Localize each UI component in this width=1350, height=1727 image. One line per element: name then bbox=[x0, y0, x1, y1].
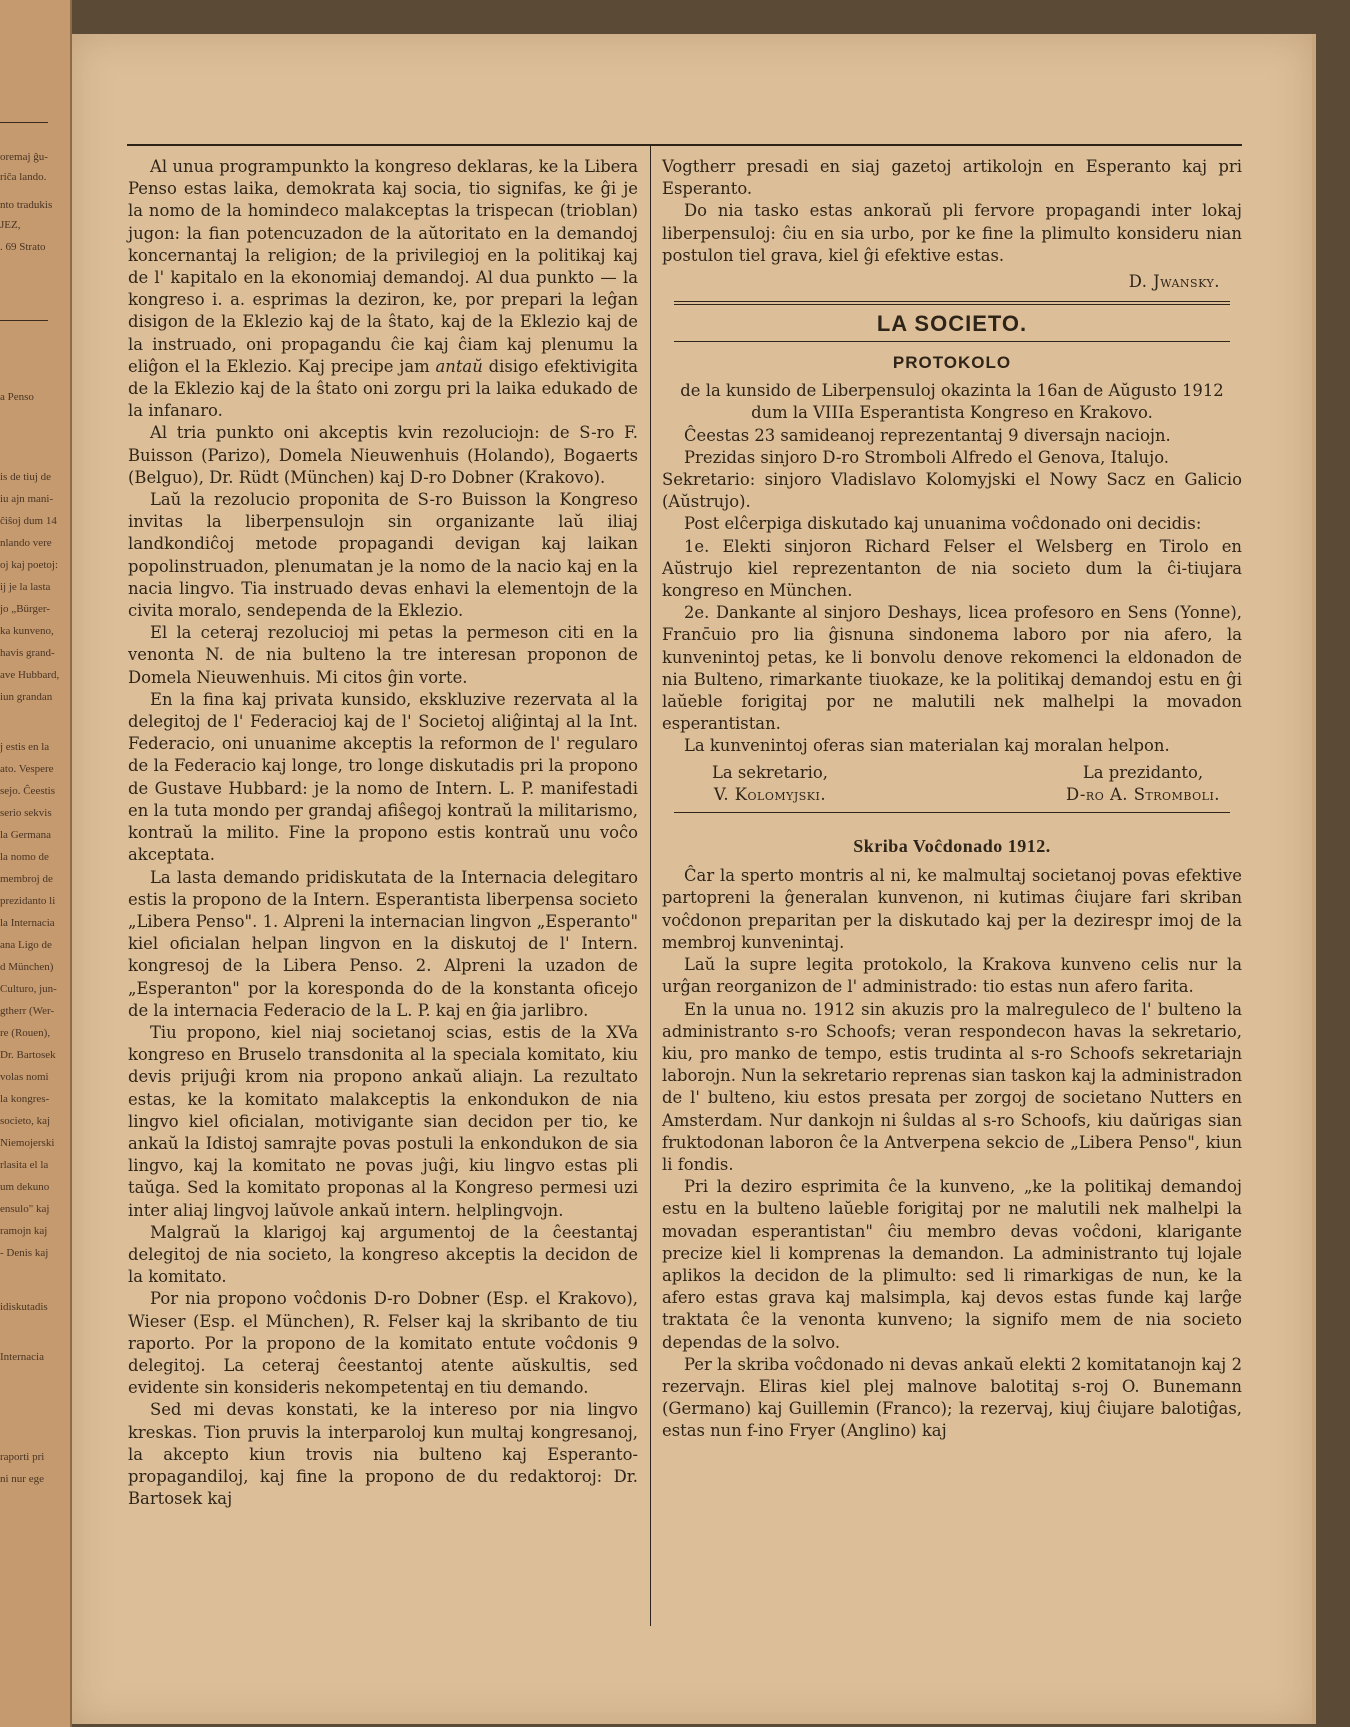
prev-page-line: ka kunveno, bbox=[0, 625, 54, 637]
section-rule bbox=[674, 301, 1230, 305]
paragraph: En la fina kaj privata kunsido, ekskluzive rezervata al la delegitoj de l' Federacioj kaj de l' Societoj aliĝintaj al la Int. Federacio, oni unuanime akceptis la reformon de l' regularo de la Federacio kaj longe, tro longe diskutadis pri la propono de Gustave Hubbard: je la nomo de Intern. L. P. manifestadi en la tuta mondo per grandaj afiŝegoj kontraŭ la militarismo, kontraŭ la milito. Fine la propono estis kontraŭ unu voĉo akceptata. bbox=[128, 689, 638, 865]
prev-page-line: jo „Bürger- bbox=[0, 603, 50, 615]
prev-page-line: ensulo" kaj bbox=[0, 1203, 50, 1215]
section-rule bbox=[674, 812, 1230, 813]
prev-page-line: ato. Vespere bbox=[0, 763, 54, 775]
prev-page-line: serio sekvis bbox=[0, 807, 52, 819]
prev-page-line: a Penso bbox=[0, 391, 34, 403]
prev-page-line: idiskutadis bbox=[0, 1301, 48, 1313]
prev-page-line: j estis en la bbox=[0, 741, 50, 753]
prev-page-line: la Internacia bbox=[0, 917, 55, 929]
prev-page-rule bbox=[0, 320, 48, 321]
paragraph: Ĉar la sperto montris al ni, ke malmultaj societanoj povas efektive partopreni la ĝeneralan kunvenon, ni kutimas ĉiujare fari skriban voĉdonon preparitan per la diskutado kaj per la dezirespr imoj de la membroj kunvenintaj. bbox=[662, 866, 1242, 952]
paragraph: Ĉeestas 23 samideanoj reprezentantaj 9 diversajn naciojn. bbox=[684, 425, 1171, 445]
previous-page-edge bbox=[0, 0, 72, 1727]
prev-page-line: um dekuno bbox=[0, 1181, 50, 1193]
prev-page-line: havis grand- bbox=[0, 647, 55, 659]
prev-page-line: societo, kaj bbox=[0, 1115, 51, 1127]
prev-page-line: - Denis kaj bbox=[0, 1247, 49, 1259]
prev-page-line: re (Rouen), bbox=[0, 1027, 51, 1039]
president-signature: La prezidanto, D-ro A. Stromboli. bbox=[1065, 762, 1220, 804]
prev-page-line: raporti pri bbox=[0, 1451, 45, 1463]
paragraph: El la ceteraj rezolucioj mi petas la permeson citi en la venonta N. de nia bulteno la tre interesan proponon de Domela Nieuwenhuis. Mi citos ĝin vorte. bbox=[128, 623, 638, 687]
prev-page-line: nto tradukis bbox=[0, 199, 53, 211]
prev-page-line: la Germana bbox=[0, 829, 51, 841]
paragraph: Post elĉerpiga diskutado kaj unuanima voĉdonado oni decidis: bbox=[684, 514, 1202, 534]
page bbox=[72, 34, 1312, 1724]
prev-page-line: ij je la lasta bbox=[0, 581, 51, 593]
paragraph: Sed mi devas konstati, ke la intereso por nia lingvo kreskas. Tion pruvis la interparoloj kun multaj kongresanoj, la akcepto kiun trovis nia bulteno kaj Esperanto-propagandiloj, kaj fine la propono de du redaktoroj: Dr. Bartosek kaj bbox=[128, 1400, 638, 1509]
left-column bbox=[128, 156, 638, 1510]
prev-page-line: iun grandan bbox=[0, 691, 53, 703]
italic-word: antaŭ bbox=[435, 356, 483, 376]
prev-page-line: sejo. Ĉeestis bbox=[0, 785, 55, 797]
paragraph: Vogtherr presadi en siaj gazetoj artikolojn en Esperanto kaj pri Esperanto. bbox=[662, 157, 1242, 199]
paragraph: En la unua no. 1912 sin akuzis pro la malreguleco de l' bulteno la administranto s-ro Schoofs; veran respondecon havas la sekretario, kiu, pro manko de tempo, estis trudinta al s-ro Schoofs sekretariajn laborojn. Nun la sekretario reprenas sian taskon kaj la administradon de l' bulteno, kiu estos presata per zorgoj de societano Nutters en Amsterdam. Nur dankojn ni ŝuldas al s-ro Schoofs, kiu daŭrigas sian fruktodonan laboron ĉe la Antverpena sekcio de „Libera Penso", kiun li fondis. bbox=[662, 999, 1242, 1174]
prev-page-line: riĉa lando. bbox=[0, 171, 47, 183]
prev-page-line: ave Hubbard, bbox=[0, 669, 60, 681]
paragraph: Prezidas sinjoro D-ro Stromboli Alfredo el Genova, Italujo. bbox=[684, 447, 1169, 467]
prev-page-line: ĉiŝoj dum 14 bbox=[0, 515, 57, 527]
paragraph: Al tria punkto oni akceptis kvin rezoluciojn: de S-ro F. Buisson (Parizo), Domela Nieuwenhuis (Holando), Bogaerts (Belguo), Dr. Rüdt (München) kaj D-ro Dobner (Krakovo). bbox=[128, 423, 638, 487]
section-title: LA SOCIETO. bbox=[876, 311, 1028, 337]
paragraph: Sekretario: sinjoro Vladislavo Kolomyjski el Nowy Sacz en Galicio (Aŭstrujo). bbox=[662, 470, 1242, 512]
prev-page-line: Culturo, jun- bbox=[0, 983, 57, 995]
prev-page-line: ramojn kaj bbox=[0, 1225, 48, 1237]
prev-page-line: membroj de bbox=[0, 873, 53, 885]
paragraph: Malgraŭ la klarigoj kaj argumentoj de la ĉeestantaj delegitoj de nia societo, la kongreso akceptis la decidon de la komitato. bbox=[128, 1222, 638, 1287]
prev-page-line: la nomo de bbox=[0, 851, 49, 863]
prev-page-line: prezidanto li bbox=[0, 895, 56, 907]
column-divider bbox=[650, 146, 651, 1626]
paragraph: Pri la deziro esprimita ĉe la kunveno, „ke la politikaj demandoj estu en la bulteno laŭeble forigitaj por ne malutili nek malhelpi la movadan esperantistan" ĉiu membro devas voĉdoni, klarigante precize kiel li komprenas la demandon. La administranto tuj lojale aplikos la decidon de la plimulto: sed li rimarkigas de nun, ke la afero estas grava kaj malsimpla, kaj devos estas funde kaj larĝe traktata ĉe la venonta kunveno; la signifo mem de nia societo dependas de la solvo. bbox=[662, 1177, 1242, 1352]
paragraph: Laŭ la supre legita protokolo, la Krakova kunveno celis nur la urĝan reorganizon de l' administrado: tio estas nun afero farita. bbox=[662, 955, 1242, 997]
right-column bbox=[662, 156, 1242, 1443]
prev-page-line: Niemojerski bbox=[0, 1137, 55, 1149]
prev-page-line: d München) bbox=[0, 961, 54, 973]
prev-page-line: JEZ, bbox=[0, 219, 21, 231]
prev-page-line: Internacia bbox=[0, 1351, 44, 1363]
skriba-title: Skriba Voĉdonado 1912. bbox=[853, 836, 1051, 857]
prev-page-line: ni nur ege bbox=[0, 1473, 44, 1485]
paragraph: Por nia propono voĉdonis D-ro Dobner (Esp. el Krakovo), Wieser (Esp. el München), R. Felser kaj la skribanto de tiu raporto. Por la propono de la komitato entute voĉdonis 9 delegitoj. La ceteraj ĉeestantoj atente aŭskultis, sed evidente sin konsideris nekompetentaj en tiu demando. bbox=[128, 1289, 638, 1398]
paragraph: Al unua programpunkto la kongreso deklaras, ke la Libera Penso estas laika, demokrata kaj socia, tio signifas, ke ĝi je la nomo de la homindeco malakceptas la trispecan (trioblan) jugon: la fian potencuzadon de la aŭtoritato en la demandoj koncernantaj la religion; de la privilegioj en la politikaj kaj de l' kapitalo en la ekonomiaj demandoj. Al dua punkto — la kongreso i. a. esprimas la deziron, ke, por prepari la leĝan disigon de la Eklezio kaj de la ŝtato, kaj de la Eklezio kaj de la instruado, oni propagandu ĉie kaj ĉiam kaj plenumu la eliĝon el la Eklezio. Kaj precipe jam antaŭ disigo efektivigita de la Eklezio kaj de la ŝtato oni zorgu pri la laika edukado de la infanaro. bbox=[128, 157, 639, 421]
protokolo-intro: de la kunsido de Liberpensuloj okazinta la 16an de Aŭgusto 1912 dum la VIIIa Esperantista Kongreso en Krakovo. bbox=[680, 381, 1224, 423]
prev-page-line: la kongres- bbox=[0, 1093, 50, 1105]
prev-page-line: Dr. Bartosek bbox=[0, 1049, 56, 1061]
paragraph: 2e. Dankante al sinjoro Deshays, licea profesoro en Sens (Yonne), Franc̄uio pro lia ĝisnuna sindonema laboro por nia afero, la kunvenintoj petas, ke li bonvolu denove rekomenci la eldonadon de nia Bulteno, rimarkante tiuokaze, ke la politikaj demandoj estu en ĝi laŭeble forigitaj por ne malutili nek malhelpi la movadon esperantistan. bbox=[662, 603, 1242, 734]
prev-page-rule bbox=[0, 122, 48, 123]
top-rule bbox=[127, 144, 1242, 146]
prev-page-line: ana Ligo de bbox=[0, 939, 52, 951]
protokolo-title: PROTOKOLO bbox=[892, 353, 1012, 373]
signatures bbox=[662, 762, 1242, 806]
prev-page-line: rlasita el la bbox=[0, 1159, 49, 1171]
article-author: D. Jwansky. bbox=[1128, 272, 1220, 292]
prev-page-line: is de tiuj de bbox=[0, 471, 52, 483]
prev-page-line: . 69 Strato bbox=[0, 241, 46, 253]
paragraph: Per la skriba voĉdonado ni devas ankaŭ elekti 2 komitatanojn kaj 2 rezervajn. Eliras kiel plej malnove balotitaj s-roj O. Bunemann (Germano) kaj Guillemin (Franco); la rezervaj, kiuj ĉiujare balotiĝas, estas nun f-ino Fryer (Anglino) kaj bbox=[662, 1354, 1242, 1441]
prev-page-line: nlando vere bbox=[0, 537, 52, 549]
prev-page-line: oj kaj poetoj: bbox=[0, 559, 59, 571]
prev-page-line: oremaj ĝu- bbox=[0, 151, 48, 163]
paragraph: 1e. Elekti sinjoron Richard Felser el Welsberg en Tirolo en Aŭstrujo kiel reprezentanton de nia societo dum la ĉi-tiujara kongreso en München. bbox=[662, 536, 1242, 601]
paragraph: Laŭ la rezolucio proponita de S-ro Buisson la Kongreso invitas la liberpensulojn sin organizante laŭ iliaj landkondiĉoj metode propagandi devigan kaj laikan popolinstruadon, plenumatan je la nomo de la nacio kaj en la nacia lingvo. Tia instruado devas enhavi la elementojn de la civita moralo, sendependa de la Eklezio. bbox=[128, 490, 638, 621]
secretary-signature: La sekretario, V. Kolomyjski. bbox=[712, 762, 828, 804]
paragraph: Do nia tasko estas ankoraŭ pli fervore propagandi inter lokaj liberpensuloj: ĉiu en sia urbo, por ke fine la plimulto konsideru nian postulon tiel grava, kiel ĝi efektive estas. bbox=[662, 201, 1242, 265]
paragraph: La lasta demando pridiskutata de la Internacia delegitaro estis la propono de la Intern. Esperantista liberpensa societo „Libera Penso". 1. Alpreni la internacian lingvon „Esperanto" kiel oficialan helpan lingvon en la diskutoj de l' Intern. kongresoj de la Libera Penso. 2. Alpreni la uzadon de „Esperanton" por la koresponda do de la konstanta oficejo de la internacia Federacio de la L. P. kaj en ĝia jarlibro. bbox=[128, 867, 638, 1020]
prev-page-line: volas nomi bbox=[0, 1071, 49, 1083]
prev-page-line: gtherr (Wer- bbox=[0, 1005, 55, 1017]
section-rule bbox=[674, 341, 1230, 342]
paragraph: La kunvenintoj oferas sian materialan kaj moralan helpon. bbox=[684, 736, 1170, 756]
paragraph: Tiu propono, kiel niaj societanoj scias, estis de la XVa kongreso en Bruselo transdonita al la speciala komitato, kiu devis prijuĝi krom nia propono ankaŭ aliajn. La rezultato estas, ke la komitato malakceptis la enkondukon de nia lingvo kiel oficialan, motivigante sian decidon per tio, ke ankaŭ la Idistoj samrajte povas postuli la enkondukon de sia lingvo, kaj la komitato ne povas juĝi, kiu lingvo estas pli taŭga. Sed la komitato proponas al la Kongreso permesi uzi inter aliaj lingvoj laŭvole ankaŭ intern. helplingvojn. bbox=[128, 1022, 638, 1220]
prev-page-line: iu ajn mani- bbox=[0, 493, 54, 505]
